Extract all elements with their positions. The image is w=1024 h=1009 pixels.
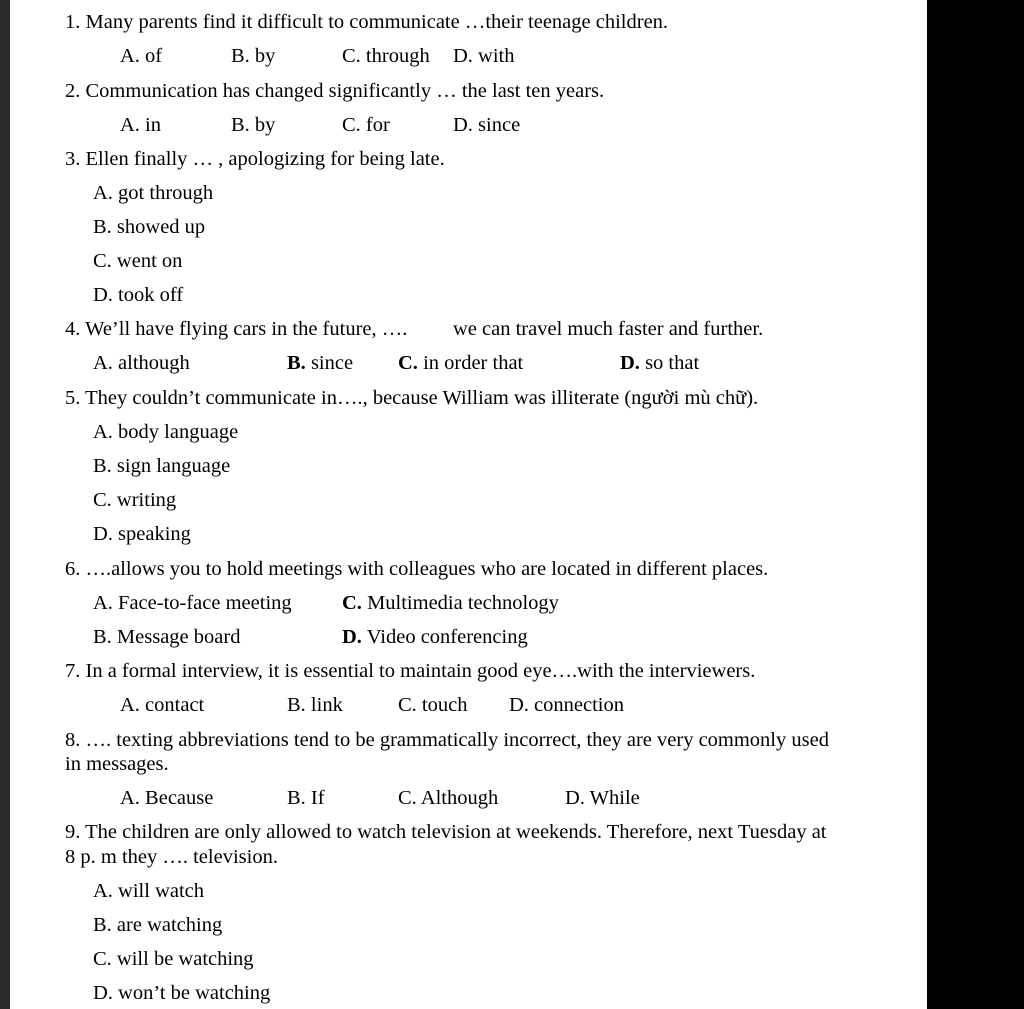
question-8-stem-line2: in messages. — [65, 753, 169, 775]
question-5-option-d: D. speaking — [93, 523, 191, 545]
left-edge — [0, 0, 10, 1009]
question-4-stem-end: we can travel much faster and further. — [453, 318, 764, 340]
question-3-option-b: B. showed up — [93, 216, 206, 238]
question-1-option-a: A. of — [120, 45, 163, 67]
question-5-stem: 5. They couldn’t communicate in…., because William was illiterate (người mù chữ). — [65, 387, 759, 409]
question-4-option-c-text: in order that — [423, 352, 524, 374]
question-5-option-a: A. body language — [93, 421, 239, 443]
question-6-option-d-letter: D. — [342, 626, 362, 648]
question-7-stem: 7. In a formal interview, it is essential to maintain good eye….with the interviewers. — [65, 660, 756, 682]
question-3-option-d: D. took off — [93, 284, 184, 306]
question-4-option-b-letter: B. — [287, 352, 306, 374]
question-4-option-a: A. although — [93, 352, 190, 374]
question-9-option-b: B. are watching — [93, 914, 223, 936]
question-9-option-a: A. will watch — [93, 880, 205, 902]
question-2-option-a: A. in — [120, 114, 161, 136]
question-7-option-c: C. touch — [398, 694, 468, 716]
right-background — [927, 0, 1024, 1009]
question-4-option-c-letter: C. — [398, 352, 418, 374]
question-8-stem-line1: 8. …. texting abbreviations tend to be grammatically incorrect, they are very commonly used — [65, 729, 829, 751]
question-2-option-d: D. since — [453, 114, 521, 136]
question-2-option-b: B. by — [231, 114, 276, 136]
question-3-option-c: C. went on — [93, 250, 183, 272]
question-9-stem-line1: 9. The children are only allowed to watch television at weekends. Therefore, next Tuesday at — [65, 821, 827, 843]
question-4-option-b — [287, 351, 353, 376]
question-5-option-b: B. sign language — [93, 455, 231, 477]
question-3-stem: 3. Ellen finally … , apologizing for being late. — [65, 148, 445, 170]
question-6-option-c — [342, 591, 559, 616]
question-6-stem: 6. ….allows you to hold meetings with colleagues who are located in different places. — [65, 558, 769, 580]
question-4-option-d-letter: D. — [620, 352, 640, 374]
question-8-option-b: B. If — [287, 787, 325, 809]
question-8-option-c: C. Although — [398, 787, 499, 809]
question-1-option-c: C. through — [342, 45, 430, 67]
question-4-option-b-text: since — [310, 352, 354, 374]
question-6-option-a: A. Face-to-face meeting — [93, 592, 292, 614]
question-1-option-b: B. by — [231, 45, 276, 67]
question-8-option-a: A. Because — [120, 787, 214, 809]
question-1-option-d: D. with — [453, 45, 515, 67]
question-6-option-d-text: Video conferencing — [366, 626, 528, 648]
question-3-option-a: A. got through — [93, 182, 214, 204]
question-1-stem: 1. Many parents find it difficult to communicate …their teenage children. — [65, 11, 669, 33]
question-9-option-d: D. won’t be watching — [93, 982, 271, 1004]
question-5-option-c: C. writing — [93, 489, 177, 511]
question-6-option-d — [342, 625, 528, 650]
question-4-option-d — [620, 351, 699, 376]
question-4-option-d-text: so that — [645, 352, 700, 374]
question-2-option-c: C. for — [342, 114, 390, 136]
question-7-option-d: D. connection — [509, 694, 624, 716]
question-9-stem-line2: 8 p. m they …. television. — [65, 846, 278, 868]
question-8-option-d: D. While — [565, 787, 640, 809]
question-4-option-c — [398, 351, 523, 376]
question-6-option-c-letter: C. — [342, 592, 362, 614]
question-9-option-c: C. will be watching — [93, 948, 254, 970]
question-7-option-a: A. contact — [120, 694, 205, 716]
question-2-stem: 2. Communication has changed significantly … the last ten years. — [65, 80, 605, 102]
question-6-option-c-text: Multimedia technology — [367, 592, 559, 614]
question-7-option-b: B. link — [287, 694, 343, 716]
question-6-option-b: B. Message board — [93, 626, 241, 648]
question-4-stem: 4. We’ll have flying cars in the future, …. — [65, 318, 408, 340]
worksheet-page — [10, 0, 927, 1009]
